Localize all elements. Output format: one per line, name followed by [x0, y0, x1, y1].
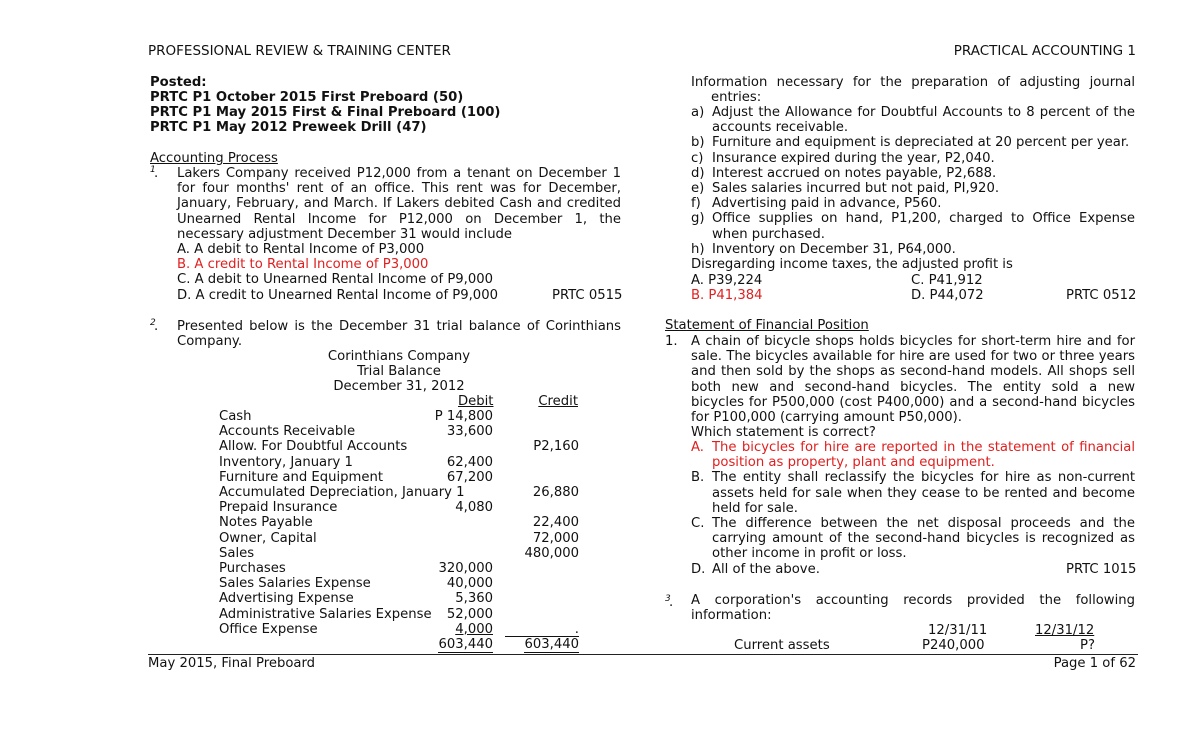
tb-account-name: Allow. For Doubtful Accounts	[219, 439, 408, 455]
tb-account-name: Inventory, January 1	[219, 454, 353, 470]
adj-intro-line: entries:	[711, 90, 762, 106]
q4-row-v1: P240,000	[922, 638, 985, 653]
choice-text: position as property, plant and equipment.	[712, 455, 995, 471]
choice-text: The entity shall reclassify the bicycles for hire as non-current	[712, 470, 1135, 486]
q4-line: information:	[691, 608, 772, 624]
q1-line: for four months' rent of an office. This rent was for December,	[177, 181, 621, 197]
tb-account-name: Administrative Salaries Expense	[219, 606, 432, 622]
tb-title-line: Trial Balance	[357, 364, 441, 380]
adj-question: Disregarding income taxes, the adjusted profit is	[691, 257, 1013, 272]
q2-intro-line: Presented below is the December 31 trial balance of Corinthians	[177, 319, 621, 334]
posted-item: PRTC P1 May 2012 Preweek Drill (47)	[150, 120, 427, 135]
q3-line: both new and second-hand bicycles. The entity sold a new	[691, 379, 1135, 395]
q1-line: necessary adjustment December 31 would include	[177, 226, 513, 242]
choice-c: C. P41,912	[911, 273, 983, 288]
tb-debit: 4,000	[455, 621, 493, 637]
question-dot: .	[154, 166, 159, 181]
header-right: PRACTICAL ACCOUNTING 1	[953, 43, 1136, 59]
choice-b: B. A credit to Rental Income of P3,000	[177, 257, 429, 273]
tb-debit: 67,200	[446, 469, 493, 485]
q3-line: sale. The bicycles available for hire are used for two or three years	[691, 349, 1135, 365]
adj-item-text: accounts receivable.	[712, 120, 849, 136]
adj-item-text: Sales salaries incurred but not paid, PI,920.	[712, 181, 1000, 196]
tb-account-name: Accumulated Depreciation, January 1	[219, 485, 465, 500]
q2-intro-line: Company.	[177, 334, 243, 350]
tb-credit: 26,880	[532, 485, 579, 500]
question-dot: .	[154, 319, 159, 334]
question-dot: .	[669, 595, 674, 610]
choice-text: other income in profit or loss.	[712, 546, 907, 562]
choice-text: assets held for sale when they cease to be rented and become	[712, 485, 1135, 501]
choice-letter: D.	[691, 561, 706, 577]
footer-left: May 2015, Final Preboard	[148, 656, 316, 671]
q1-line: Lakers Company received P12,000 from a tenant on December 1	[177, 166, 621, 181]
tb-debit: 33,600	[446, 424, 493, 440]
tb-debit: 52,000	[446, 606, 493, 622]
choice-b: B. P41,384	[691, 288, 763, 303]
footer-right: Page 1 of 62	[1053, 656, 1136, 671]
choice-letter: B.	[691, 470, 705, 486]
total-debit: 603,440	[436, 637, 493, 652]
q4-col2: 12/31/12	[1035, 623, 1095, 638]
q4-col1: 12/31/11	[928, 623, 988, 638]
q3-line: bicycles for P500,000 (cost P400,000) and a second-hand bicycles	[691, 394, 1135, 410]
col-credit: Credit	[538, 394, 578, 409]
adj-item-text: Furniture and equipment is depreciated at 20 percent per year.	[712, 135, 1130, 151]
tb-account-name: Accounts Receivable	[219, 424, 356, 440]
q3-line: and then sold by the shops as second-hand models. All shops sell	[691, 364, 1135, 380]
tb-debit: 40,000	[446, 576, 493, 592]
adj-item-text: Insurance expired during the year, P2,040.	[712, 150, 995, 166]
header-left: PROFESSIONAL REVIEW & TRAINING CENTER	[148, 43, 451, 59]
choice-text: The bicycles for hire are reported in the statement of financial	[712, 440, 1135, 455]
tb-account-name: Advertising Expense	[219, 591, 354, 607]
adj-item-letter: e)	[691, 181, 705, 196]
adj-item-letter: g)	[691, 211, 705, 227]
q4-row-v2: P?	[1080, 638, 1095, 653]
choice-text: The difference between the net disposal proceeds and the	[712, 516, 1135, 531]
q3-line: for P100,000 (carrying amount P50,000).	[691, 410, 962, 425]
tb-account-name: Office Expense	[219, 621, 318, 637]
adj-item-letter: h)	[691, 241, 705, 257]
tb-credit: 72,000	[532, 530, 579, 546]
tb-account-name: Sales Salaries Expense	[219, 576, 371, 592]
q1-line: Unearned Rental Income for P12,000 on December 1, the	[177, 211, 621, 227]
choice-letter: C.	[691, 516, 705, 531]
q1-code: PRTC 0515	[552, 288, 623, 303]
choice-letter: A.	[691, 440, 704, 455]
question-number: 1.	[665, 334, 678, 349]
posted-item: PRTC P1 May 2015 First & Final Preboard (100)	[150, 105, 501, 120]
tb-title-line: Corinthians Company	[327, 349, 471, 364]
adj-item-text: Interest accrued on notes payable, P2,688.	[712, 165, 997, 181]
choice-c: C. A debit to Unearned Rental Income of P9,000	[177, 272, 494, 288]
tb-account-name: Owner, Capital	[219, 530, 317, 546]
adj-item-text: Advertising paid in advance, P560.	[712, 196, 942, 212]
q4-row-label: Current assets	[734, 638, 830, 653]
adj-item-text: Inventory on December 31, P64,000.	[712, 241, 956, 257]
tb-credit: 480,000	[524, 545, 579, 561]
choice-text: carrying amount of the second-hand bicycles is recognized as	[712, 531, 1135, 547]
section-title: Statement of Financial Position	[665, 318, 869, 333]
tb-account-name: Purchases	[219, 561, 286, 576]
choice-a: A. A debit to Rental Income of P3,000	[177, 242, 425, 257]
question-number: 3	[665, 594, 671, 604]
section-title: Accounting Process	[150, 151, 278, 166]
q1-line: January, February, and March. If Lakers debited Cash and credited	[177, 196, 621, 212]
adj-item-text: Office supplies on hand, P1,200, charged to Office Expense	[712, 211, 1135, 227]
adj-item-text: Adjust the Allowance for Doubtful Accounts to 8 percent of the	[712, 105, 1135, 120]
tb-credit: P2,160	[533, 439, 579, 455]
tb-account-name: Sales	[219, 545, 255, 561]
q3-line: A chain of bicycle shops holds bicycles for short-term hire and for	[691, 334, 1135, 349]
q4-line: A corporation's accounting records provided the following	[691, 593, 1135, 608]
posted-label: Posted:	[150, 75, 207, 90]
adj-item-letter: a)	[691, 105, 705, 120]
col-debit: Debit	[458, 394, 494, 409]
tb-debit: P 14,800	[434, 409, 493, 424]
adj-item-letter: c)	[691, 150, 704, 166]
tb-credit: 22,400	[532, 515, 579, 531]
tb-debit: 320,000	[438, 561, 493, 576]
tb-account-name: Furniture and Equipment	[219, 469, 383, 485]
adj-item-letter: b)	[691, 135, 705, 151]
tb-account-name: Prepaid Insurance	[219, 500, 338, 516]
choice-text: held for sale.	[712, 500, 798, 516]
adj-intro-line: Information necessary for the preparation of adjusting journal	[691, 75, 1135, 90]
tb-debit: 62,400	[446, 454, 493, 470]
tb-title-line: December 31, 2012	[333, 379, 465, 395]
choice-text: All of the above.	[712, 561, 820, 577]
adj-item-letter: f)	[691, 196, 701, 212]
tb-account-name: Notes Payable	[219, 515, 313, 531]
adj-item-text: when purchased.	[712, 226, 825, 242]
choice-d: D. A credit to Unearned Rental Income of P9,000	[177, 287, 498, 303]
question-number: 1	[150, 165, 156, 175]
posted-item: PRTC P1 October 2015 First Preboard (50)	[150, 90, 464, 105]
choice-a: A. P39,224	[691, 273, 763, 288]
choice-d: D. P44,072	[911, 288, 984, 303]
adj-code: PRTC 0512	[1066, 288, 1137, 303]
footer-rule	[148, 654, 1138, 655]
total-credit: 603,440	[522, 637, 579, 652]
q3-code: PRTC 1015	[1066, 562, 1137, 577]
adj-item-letter: d)	[691, 165, 705, 181]
tb-account-name: Cash	[219, 409, 252, 424]
tb-debit: 5,360	[455, 591, 493, 607]
q3-question: Which statement is correct?	[691, 425, 876, 440]
question-number: 2	[150, 318, 156, 328]
tb-credit: .	[505, 622, 579, 637]
tb-debit: 4,080	[455, 500, 493, 516]
